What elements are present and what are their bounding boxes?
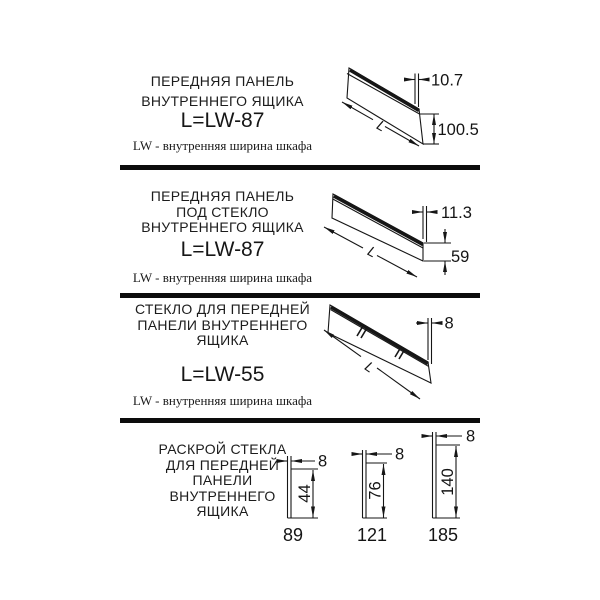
title-line: ВНУТРЕННЕГО ЯЩИКА xyxy=(141,219,304,236)
section1-formula: L=LW-87 xyxy=(180,109,265,132)
section1-note: LW - внутренняя ширина шкафа xyxy=(132,138,313,153)
cut-strip-3 xyxy=(422,428,475,546)
dim-width: 8 xyxy=(466,427,476,446)
separator xyxy=(120,418,480,423)
cut-length-label: 89 xyxy=(282,525,304,545)
length-label: L xyxy=(365,242,380,261)
dim-thickness: 10.7 xyxy=(431,71,464,90)
cut-strip-2 xyxy=(352,446,404,546)
section3-formula: L=LW-55 xyxy=(180,363,265,386)
title-line: ПЕРЕДНЯЯ ПАНЕЛЬ xyxy=(150,73,295,89)
cut-length-label: 121 xyxy=(356,525,388,545)
dim-thickness: 8 xyxy=(444,314,454,333)
dim-thickness: 11.3 xyxy=(441,204,472,222)
title-line: ПЕРЕДНЯЯ ПАНЕЛЬ xyxy=(150,188,295,204)
drawing-glass-panel xyxy=(313,298,480,410)
cut-strip-1 xyxy=(277,453,327,546)
drawing-glass-frame-panel xyxy=(323,186,480,290)
dim-height: 140 xyxy=(439,468,457,496)
title-line: ЯЩИКА xyxy=(196,503,249,520)
title-line: ПАНЕЛИ xyxy=(192,472,253,489)
title-line: ДЛЯ ПЕРЕДНЕЙ xyxy=(165,456,280,473)
section3-note: LW - внутренняя ширина шкафа xyxy=(132,393,313,408)
separator xyxy=(120,165,480,170)
section1-title xyxy=(115,71,330,111)
title-line: ЯЩИКА xyxy=(196,332,249,349)
dim-height: 59 xyxy=(451,248,470,266)
section3-title xyxy=(115,302,330,349)
title-line: ПОД СТЕКЛО xyxy=(176,203,269,220)
cut-length-label: 185 xyxy=(427,525,459,545)
dim-height: 100.5 xyxy=(437,121,479,139)
dim-width: 8 xyxy=(395,445,405,464)
title-line: ВНУТРЕННЕГО ЯЩИКА xyxy=(141,93,304,109)
section2-formula: L=LW-87 xyxy=(180,238,265,261)
drawing-glass-cut-strips xyxy=(268,426,486,550)
title-line: ВНУТРЕННЕГО xyxy=(169,487,276,504)
title-line: СТЕКЛО ДЛЯ ПЕРЕДНЕЙ xyxy=(134,301,311,317)
length-label: L xyxy=(362,358,378,376)
title-line: ПАНЕЛИ ВНУТРЕННЕГО xyxy=(137,316,308,333)
section2-title xyxy=(115,189,330,236)
section2-note: LW - внутренняя ширина шкафа xyxy=(132,270,313,285)
dim-height: 76 xyxy=(366,481,385,500)
dim-width: 8 xyxy=(318,452,328,471)
drawing-front-panel xyxy=(333,56,483,170)
length-label: L xyxy=(374,116,389,135)
title-line: РАСКРОЙ СТЕКЛА xyxy=(158,441,287,457)
dim-height: 44 xyxy=(296,484,314,503)
